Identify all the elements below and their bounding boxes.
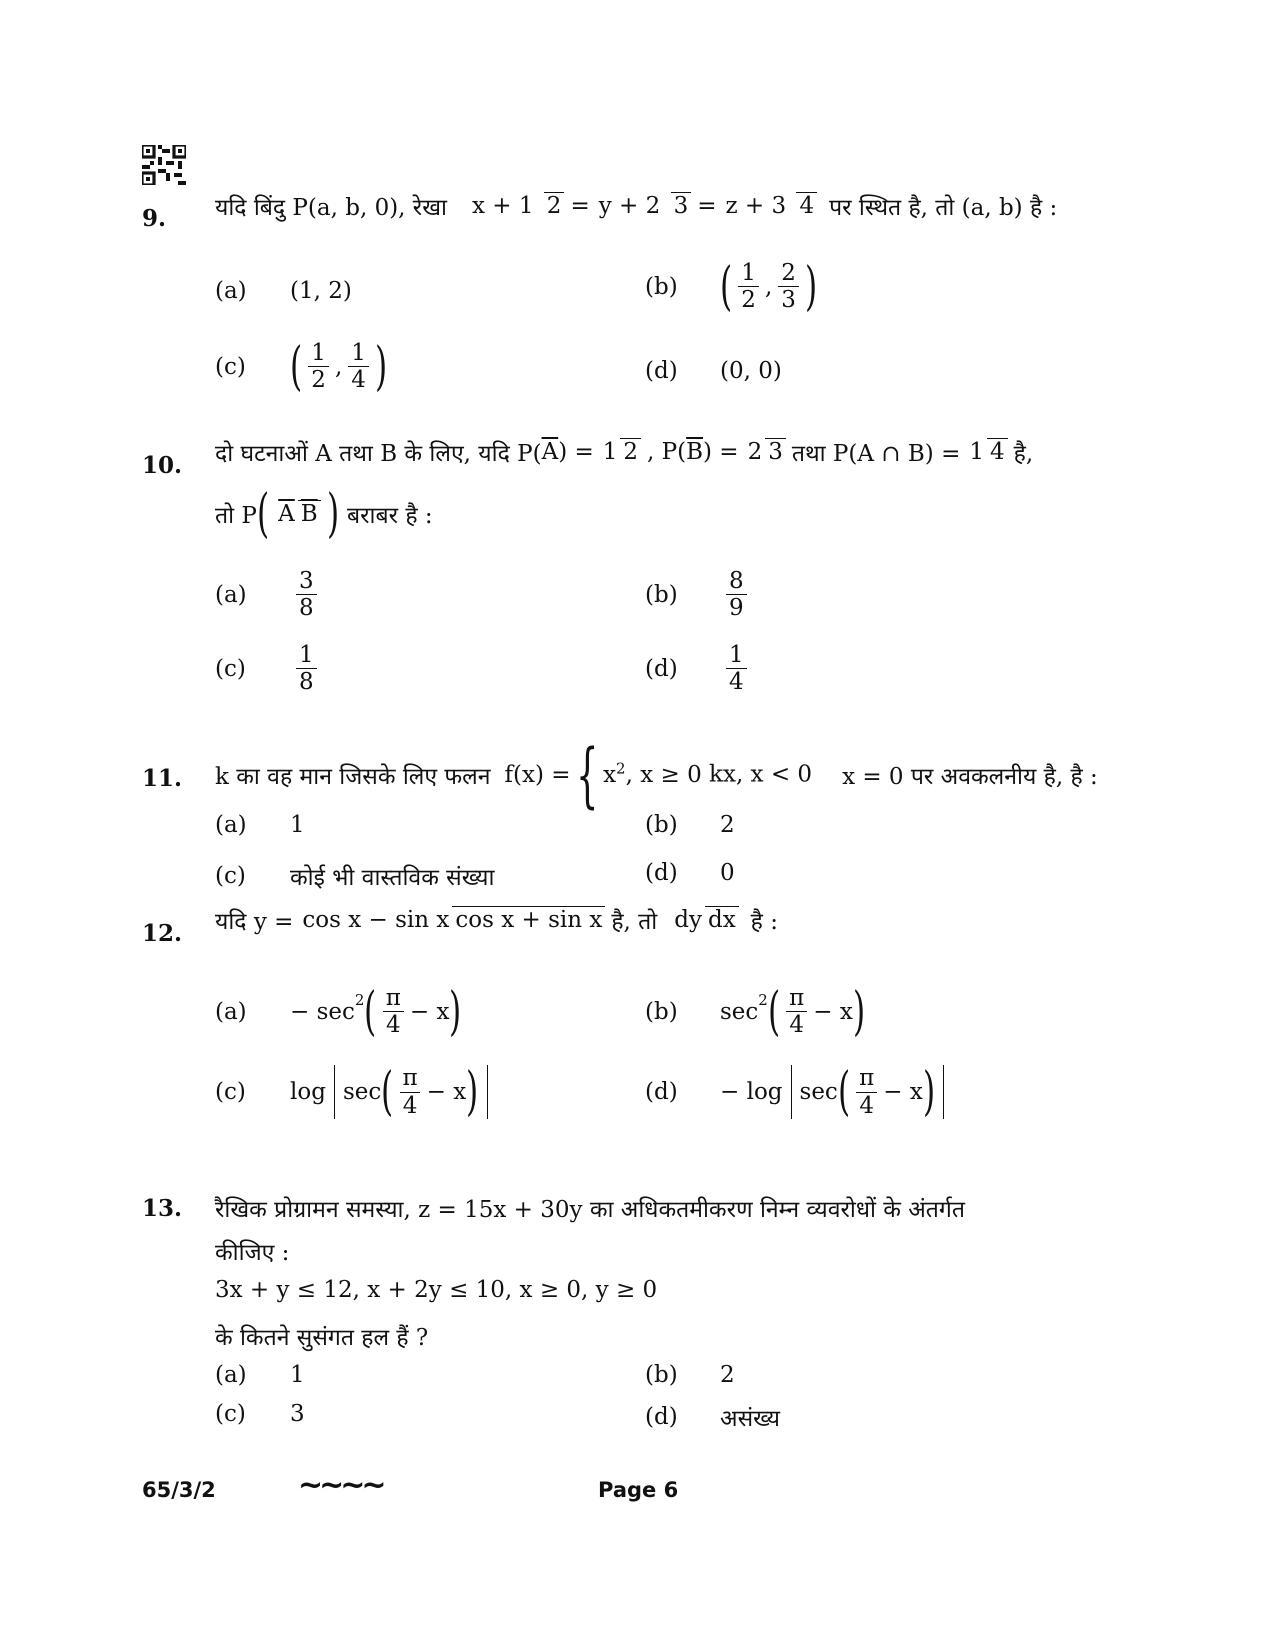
denominator: 4 <box>348 366 369 393</box>
option-a[interactable] <box>215 568 323 622</box>
fraction <box>966 439 1007 465</box>
numerator: π <box>859 1065 875 1092</box>
denominator: 2 <box>308 366 329 393</box>
option-label: (d) <box>645 1079 678 1105</box>
question-12-text <box>215 904 778 936</box>
fraction <box>726 568 747 622</box>
question-13-constraints: 3x + y ≤ 12, x + 2y ≤ 10, x ≥ 0, y ≥ 0 <box>215 1277 658 1303</box>
fraction <box>778 260 799 314</box>
q9-pre: यदि बिंदु P(a, b, 0), रेखा <box>215 195 447 221</box>
option-label: (a) <box>215 1362 247 1388</box>
question-10-text <box>215 436 1033 468</box>
q10-pre: दो घटनाओं A तथा B के लिए, यदि P( <box>215 441 542 467</box>
q10-mid: , P( <box>647 439 687 465</box>
q9-frac-z <box>722 193 817 219</box>
option-c[interactable] <box>215 336 388 397</box>
option-d[interactable] <box>645 1401 780 1433</box>
option-a[interactable] <box>215 1362 305 1388</box>
numerator: π <box>789 985 805 1011</box>
comma: , <box>334 353 343 380</box>
option-label: (c) <box>215 1079 246 1105</box>
superscript: 2 <box>354 991 365 1009</box>
numerator: z + 3 <box>725 192 787 219</box>
option-b[interactable] <box>645 981 866 1042</box>
numerator: 1 <box>299 642 314 668</box>
option-label: (d) <box>645 655 678 682</box>
question-13-line1: रैखिक प्रोग्रामन समस्या, z = 15x + 30y का अधिकतमीकरण निम्न व्यवरोधों के अंतर्गत <box>215 1197 965 1223</box>
q10-line2-pre: तो P <box>215 503 257 529</box>
option-value: 3 <box>290 1401 305 1427</box>
numerator: 1 <box>969 438 984 465</box>
right-paren: ) <box>466 1062 479 1122</box>
fraction <box>400 1065 421 1119</box>
left-brace: { <box>575 734 598 816</box>
question-number: 10. <box>142 452 183 479</box>
case-2: kx, x < 0 <box>709 762 813 789</box>
q11-fx: f(x) = <box>504 762 571 788</box>
sec-text: sec <box>799 1079 838 1105</box>
q11-post: x = 0 पर अवकलनीय है, है : <box>842 764 1098 790</box>
numerator: 1 <box>602 438 618 465</box>
question-13-line4: के कितने सुसंगत हल हैं ? <box>215 1325 429 1351</box>
q9-frac-x <box>469 193 564 219</box>
q9-post: पर स्थित है, तो (a, b) है : <box>829 195 1058 221</box>
option-c[interactable] <box>215 860 494 892</box>
a-complement: $\overline{A}$ <box>541 439 559 465</box>
denominator: 8 <box>296 594 317 621</box>
fraction <box>383 985 404 1039</box>
right-paren: ) <box>804 256 818 317</box>
equals: = <box>697 193 717 219</box>
numerator: 2 <box>747 438 763 465</box>
fraction <box>856 1065 877 1119</box>
numerator: cos x − sin x <box>302 906 450 933</box>
option-label: (c) <box>215 655 246 682</box>
option-b[interactable] <box>645 812 735 838</box>
q10-mid: ) = <box>558 439 594 465</box>
q12-post: है : <box>750 909 778 935</box>
right-paren: ) <box>449 981 462 1042</box>
option-a[interactable] <box>215 981 462 1042</box>
left-paren: ( <box>364 981 377 1042</box>
option-d[interactable] <box>645 1062 952 1122</box>
sec-text: sec <box>342 1079 382 1105</box>
denominator: 4 <box>383 1011 404 1038</box>
q10-mid: ) = <box>703 439 739 465</box>
option-d[interactable] <box>645 642 753 696</box>
right-paren: ) <box>852 981 866 1042</box>
q10-mid: तथा P(A ∩ B) = <box>791 441 961 467</box>
fraction <box>671 907 738 933</box>
q10-line2-post: बराबर है : <box>346 503 433 529</box>
option-prefix: log <box>290 1079 326 1105</box>
option-b[interactable] <box>645 568 753 622</box>
fraction <box>738 260 759 314</box>
piecewise-cases <box>603 757 812 792</box>
question-number: 11. <box>142 765 183 792</box>
option-suffix: − x <box>426 1079 467 1105</box>
option-d[interactable] <box>645 860 735 886</box>
left-paren: ( <box>837 1062 851 1122</box>
option-label: (a) <box>215 998 247 1025</box>
numerator: y + 2 <box>598 192 661 219</box>
option-suffix: − x <box>409 998 450 1025</box>
option-value: 0 <box>720 860 735 886</box>
option-value: असंख्य <box>720 1406 780 1432</box>
right-paren: ) <box>326 484 339 544</box>
superscript: 2 <box>758 991 768 1009</box>
q9-frac-y <box>596 193 691 219</box>
right-paren: ) <box>922 1062 936 1122</box>
numerator: 3 <box>299 568 314 594</box>
question-number: 13. <box>142 1195 183 1222</box>
left-paren: ( <box>256 484 270 544</box>
fraction <box>726 642 747 696</box>
numerator: x + 1 <box>471 192 534 219</box>
option-prefix: − sec <box>290 998 355 1025</box>
equals: = <box>570 193 590 219</box>
abs-bar-left <box>334 1065 335 1119</box>
denominator: 4 <box>726 668 747 695</box>
right-paren: ) <box>374 336 388 397</box>
numerator: 1 <box>311 340 326 366</box>
qr-code-icon <box>142 145 186 185</box>
option-label: (b) <box>645 998 678 1025</box>
b-complement: $\overline{B}$ <box>686 439 704 465</box>
option-d[interactable] <box>645 358 782 384</box>
q12-pre: यदि y = <box>215 909 294 935</box>
option-suffix: − x <box>883 1079 923 1105</box>
option-label: (d) <box>645 860 678 886</box>
left-paren: ( <box>381 1062 394 1122</box>
option-value: 1 <box>290 812 305 838</box>
numerator: 8 <box>729 568 744 594</box>
case-1-expr: x <box>603 762 617 789</box>
denominator: 3 <box>671 192 692 219</box>
question-number: 12. <box>142 920 183 947</box>
numerator: 2 <box>781 260 796 286</box>
option-value: (1, 2) <box>290 278 352 304</box>
option-value: 2 <box>720 1362 735 1388</box>
denominator: cos x + sin x <box>452 906 605 933</box>
left-paren: ( <box>290 336 303 397</box>
option-value: कोई भी वास्तविक संख्या <box>290 865 495 891</box>
option-prefix: sec <box>720 998 759 1025</box>
option-b[interactable] <box>645 1362 735 1388</box>
numerator: 1 <box>729 642 744 668</box>
question-9-text <box>215 190 1057 222</box>
denominator: 4 <box>786 1011 807 1038</box>
option-label: (d) <box>645 358 678 384</box>
fraction <box>786 985 807 1039</box>
case-1 <box>603 759 702 789</box>
q10-post: है, <box>1013 441 1034 467</box>
denominator: 4 <box>400 1092 421 1119</box>
option-a[interactable] <box>215 812 305 838</box>
fraction <box>299 907 605 933</box>
denominator: 4 <box>987 438 1008 465</box>
numerator: dy <box>674 906 702 933</box>
question-10-line2 <box>215 484 433 544</box>
question-13-line2: कीजिए : <box>215 1240 290 1266</box>
numerator: π <box>385 985 401 1011</box>
denominator: 4 <box>856 1092 877 1119</box>
fraction <box>745 439 786 465</box>
left-paren: ( <box>720 256 733 317</box>
option-label: (b) <box>645 581 678 608</box>
option-label: (b) <box>645 1362 678 1388</box>
fraction <box>348 340 369 394</box>
denominator: $\overline{B}$ <box>298 500 321 527</box>
numerator: 1 <box>741 260 756 286</box>
option-label: (b) <box>645 273 678 300</box>
fraction <box>308 340 329 394</box>
abs-bar-right <box>487 1065 488 1119</box>
option-value: 1 <box>290 1362 305 1388</box>
question-11-text <box>215 734 1098 816</box>
option-label: (c) <box>215 1401 246 1427</box>
abs-bar-right <box>943 1065 944 1119</box>
option-label: (c) <box>215 353 246 380</box>
option-c[interactable] <box>215 1401 305 1427</box>
denominator: 2 <box>620 438 641 465</box>
question-number: 9. <box>142 205 167 232</box>
case-1-cond: , x ≥ 0 <box>625 762 702 789</box>
numerator: $\overline{A}$ <box>278 500 295 527</box>
option-label: (a) <box>215 278 247 304</box>
fraction <box>296 642 317 696</box>
option-value: (0, 0) <box>720 358 782 384</box>
option-c[interactable] <box>215 642 323 696</box>
option-a[interactable] <box>215 278 352 304</box>
denominator: 4 <box>796 192 817 219</box>
option-value: 2 <box>720 812 735 838</box>
option-b[interactable] <box>645 256 818 317</box>
option-label: (c) <box>215 863 246 889</box>
numerator: π <box>402 1065 418 1092</box>
fraction <box>600 439 641 465</box>
page-number: Page 6 <box>598 1478 679 1502</box>
paper-code: 65/3/2 <box>142 1478 216 1502</box>
option-label: (a) <box>215 812 247 838</box>
numerator: 1 <box>351 340 366 366</box>
denominator: 2 <box>738 286 759 313</box>
option-c[interactable] <box>215 1062 496 1122</box>
option-label: (a) <box>215 581 247 608</box>
q12-mid: है, तो <box>611 909 658 935</box>
denominator: 3 <box>765 438 786 465</box>
comma: , <box>764 273 773 300</box>
fraction <box>275 501 321 527</box>
denominator: dx <box>705 906 739 933</box>
option-label: (d) <box>645 1404 678 1430</box>
option-suffix: − x <box>813 998 853 1025</box>
option-label: (b) <box>645 812 678 838</box>
option-prefix: − log <box>720 1079 783 1105</box>
denominator: 9 <box>726 594 747 621</box>
q11-pre: k का वह मान जिसके लिए फलन <box>215 764 491 790</box>
left-paren: ( <box>767 981 781 1042</box>
denominator: 2 <box>544 192 565 219</box>
superscript: 2 <box>616 759 626 778</box>
tilde-mark: ~~~~ <box>298 1468 383 1503</box>
fraction <box>296 568 317 622</box>
denominator: 8 <box>296 668 317 695</box>
denominator: 3 <box>778 286 799 313</box>
abs-bar-left <box>791 1065 792 1119</box>
